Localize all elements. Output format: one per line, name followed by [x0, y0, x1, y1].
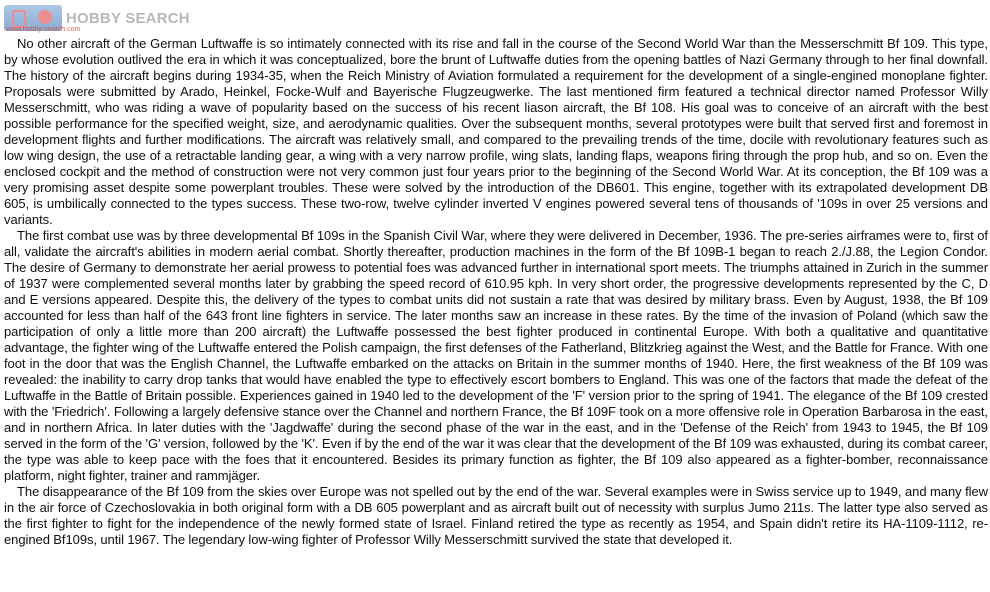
paragraph-combat-history: The first combat use was by three developmental Bf 109s in the Spanish Civil War, where they were delivered in December, 1936. The pre-series airframes were to, first of all, validate the aircraft's abilities in modern aerial combat. Shortly thereafter, production machines in the form of the Bf 109B-1 began to reach 2./J.88, the Legion Condor. The desire of Germany to demonstrate her aerial prowess to potential foes was advanced further in international sport meets. The triumphs attained in Zurich in the summer of 1937 were complemented several months later by grabbing the speed record of 610.95 kph. In very short order, the progressive developments represented by the C, D and E versions appeared. Despite this, the delivery of the types to combat units did not sustain a rate that was desired by military brass. Even by August, 1938, the Bf 109 accounted for less than half of the 643 front line fighters in service. The later months saw an increase in these rates. By the time of the invasion of Poland (which saw the participation of only a little more than 200 aircraft) the Luftwaffe possessed the best fighter produced in continental Europe. With both a qualitative and quantitative advantage, the fighter wing of the Luftwaffe entered the Polish campaign, the first defenses of the Fatherland, Blitzkrieg against the West, and the Battle for France. With one foot in the door that was the English Channel, the Luftwaffe embarked on the attacks on Britain in the summer months of 1940. Here, the first weakness of the Bf 109 was revealed: the inability to carry drop tanks that would have enabled the type to effectively escort bombers to England. This was one of the factors that made the defeat of the Luftwaffe in the Battle of Britain possible. Experiences gained in 1940 led to the development of the 'F' version prior to the spring of 1941. The elegance of the Bf 109 crested with the 'Friedrich'. Following a largely defensive stance over the Channel and northern France, the Bf 109F took on a more offensive role in Operation Barbarosa in the east, and in northern Africa. In later duties with the 'Jagdwaffe' during the second phase of the war in the east, and in the 'Defense of the Reich' from 1943 to 1945, the Bf 109 served in the form of the 'G' version, followed by the 'K'. Even if by the end of the war it was clear that the development of the Bf 109 was exhausted, during its combat career, the type was able to keep pace with the foes that it encountered. Besides its primary function as fighter, the Bf 109 also appeared as a fighter-bomber, reconnaissance platform, night fighter, trainer and rammjäger.: [4, 228, 988, 483]
paragraph-origins: No other aircraft of the German Luftwaffe is so intimately connected with its rise and fall in the course of the Second World War than the Messerschmitt Bf 109. This type, by whose evolution outlived the era in which it was conceptualized, bore the brunt of Luftwaffe duties from the opening battles of Nazi Germany through to her final downfall. The history of the aircraft begins during 1934-35, when the Reich Ministry of Aviation formulated a requirement for the development of a single-engined monoplane fighter. Proposals were submitted by Arado, Heinkel, Focke-Wulf and Bayerische Flugzeugwerke. The last mentioned firm featured a technical director named Professor Willy Messerschmitt, who was riding a wave of popularity based on the success of his recent liason aircraft, the Bf 108. His goal was to conceive of an aircraft with the best possible performance for the specified weight, size, and aerodynamic qualities. Over the subsequent months, several prototypes were built that served first and foremost in development flights and further modifications. The aircraft was relatively small, and compared to the prevailing trends of the time, docile with revolutionary features such as low wing design, the use of a retractable landing gear, a wing with a very narrow profile, wing slats, landing flaps, weapons firing through the prop hub, and so on. Even the enclosed cockpit and the method of construction were not very common just four years prior to the beginning of the Second World War. At its conception, the Bf 109 was a very promising asset despite some powerplant troubles. These were solved by the introduction of the DB601. This engine, together with its extrapolated development DB 605, is umbilically connected to the types success. These two-row, twelve cylinder inverted V engines powered several tens of thousands of '109s in over 25 versions and variants.: [4, 36, 988, 227]
paragraph-postwar: The disappearance of the Bf 109 from the skies over Europe was not spelled out by the end of the war. Several examples were in Swiss service up to 1949, and many flew in the air force of Czechoslovakia in both original form with a DB 605 powerplant and as aircraft built out of necessity with surplus Jumo 211s. The latter type also served as the first fighter to fight for the independence of the newly formed state of Israel. Finland retired the type as recently as 1954, and Spain didn't retire its HA-1109-1112, re-engined Bf109s, until 1967. The legendary low-wing fighter of Professor Willy Messerschmitt survived the state that developed it.: [4, 484, 988, 547]
watermark-url: www.hobby-search.com: [6, 26, 81, 33]
watermark-text: HOBBY SEARCH: [66, 9, 190, 27]
bf109-history-article: [4, 36, 988, 548]
